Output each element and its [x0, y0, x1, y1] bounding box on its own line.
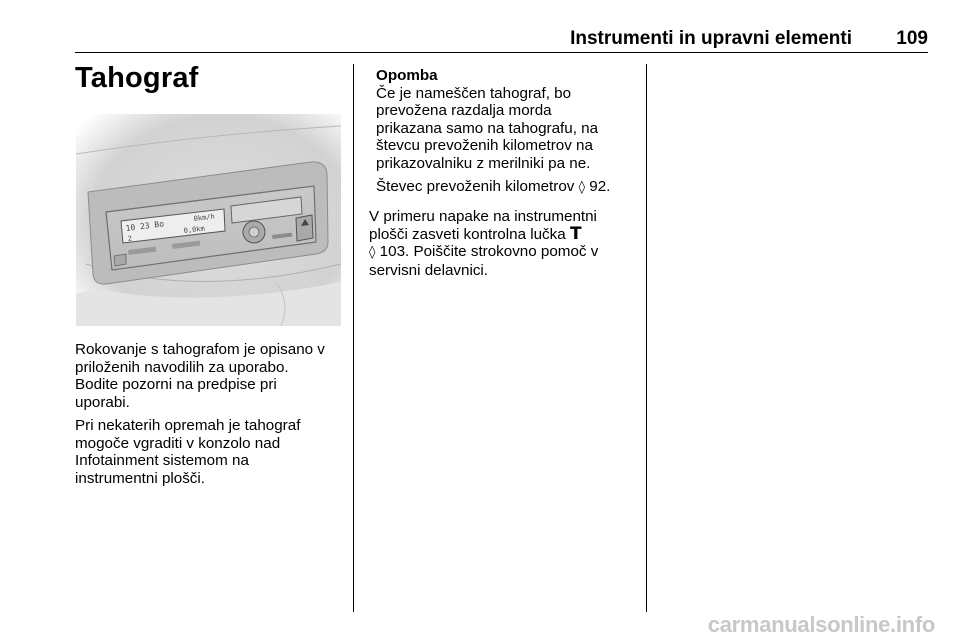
note-heading: Opomba — [376, 67, 438, 84]
xref-page: 92. — [589, 178, 611, 195]
text-line: števcu prevoženih kilometrov na — [376, 137, 593, 154]
text-segment: plošči zasveti kontrolna lučka — [369, 225, 566, 243]
control-knob-center — [249, 227, 259, 237]
eject-button-icon — [296, 215, 313, 241]
watermark: carmanualsonline.info — [707, 612, 935, 637]
page-number: 109 — [896, 28, 928, 49]
xref-text: Števec prevoženih kilometrov — [376, 178, 575, 195]
right-paragraph — [369, 208, 644, 279]
text-line: Če je nameščen tahograf, bo — [376, 84, 572, 102]
text-line: mogoče vgraditi v konzolo nad — [75, 434, 281, 452]
display-text-line1: 10 23 Bo — [125, 219, 165, 233]
column-divider-2 — [646, 64, 647, 612]
text-line-xref[interactable] — [369, 243, 644, 262]
text-line: V primeru napake na instrumentni — [369, 208, 597, 225]
text-line — [369, 223, 644, 244]
text-line: prikazovalniku z merilniki pa ne. — [376, 154, 591, 172]
section-title: Tahograf — [75, 62, 199, 94]
xref-arrow-icon: ◊ — [369, 245, 376, 260]
display-text-line2-left: 2 — [127, 234, 133, 243]
header-rule — [75, 52, 928, 53]
text-line: instrumentni plošči. — [75, 469, 205, 487]
display-text-line2-right: 0,0km — [183, 224, 206, 235]
text-line: priloženih navodilih za uporabo. — [75, 358, 289, 376]
xref-arrow-icon: ◊ — [578, 180, 586, 195]
display-text-line1-right: 0km/h — [193, 212, 216, 223]
text-line: Rokovanje s tahografom je opisano v — [75, 341, 325, 358]
text-segment: 103. Poiščite strokovno pomoč v — [379, 243, 599, 260]
text-line: uporabi. — [75, 393, 130, 411]
note-cross-reference[interactable] — [376, 178, 641, 197]
text-line: prikazana samo na tahografu, na — [376, 119, 599, 137]
note-box — [376, 67, 641, 197]
left-paragraph-1 — [75, 341, 350, 411]
page-header-title: Instrumenti in upravni elementi — [570, 28, 852, 49]
tachograph-illustration — [76, 114, 341, 326]
text-line: Infotainment sistemom na — [75, 452, 249, 469]
text-line: prevožena razdalja morda — [376, 102, 552, 119]
left-paragraph-2 — [75, 417, 350, 487]
column-divider-1 — [353, 64, 354, 612]
left-small-button-icon — [114, 254, 126, 266]
text-line: servisni delavnici. — [369, 261, 489, 279]
warning-light-icon: T — [569, 223, 582, 244]
text-line: Pri nekaterih opremah je tahograf — [75, 417, 301, 434]
text-line: Bodite pozorni na predpise pri — [75, 376, 277, 393]
